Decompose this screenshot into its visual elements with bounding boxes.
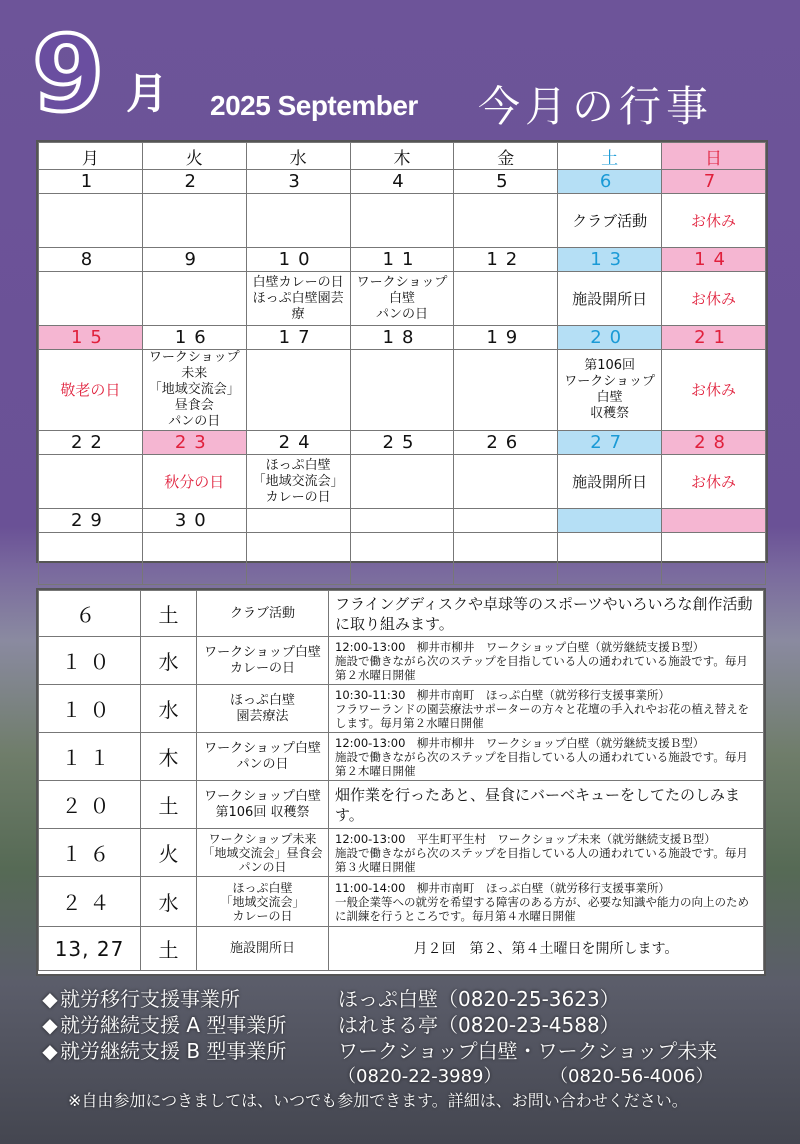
- event-details: [36, 588, 766, 976]
- event-cell: [39, 194, 143, 248]
- day-cell: [558, 509, 662, 533]
- detail-row: [39, 781, 764, 829]
- event-cell: [39, 455, 143, 509]
- detail-row: [39, 829, 764, 877]
- detail-weekday: 土: [141, 927, 197, 971]
- event-cell: [350, 533, 454, 585]
- detail-date: ２０: [39, 781, 141, 829]
- detail-weekday: 火: [141, 829, 197, 877]
- event-cell: [142, 272, 246, 326]
- event-cell: クラブ活動: [558, 194, 662, 248]
- facility-type: [40, 986, 240, 1012]
- day-cell: 29: [39, 509, 143, 533]
- day-cell: 28: [662, 431, 766, 455]
- day-cell: 23: [142, 431, 246, 455]
- week-2-days: [39, 248, 766, 272]
- week-4-days: [39, 431, 766, 455]
- facility-type-label: 就労継続支援 A 型事業所: [60, 1013, 287, 1037]
- event-cell: [454, 350, 558, 431]
- detail-title: ワークショップ未来 「地域交流会」昼食会 パンの日: [197, 829, 329, 877]
- event-cell: [142, 194, 246, 248]
- month-number: 9: [32, 13, 105, 135]
- week-1-days: [39, 170, 766, 194]
- day-cell: [662, 509, 766, 533]
- day-cell: [246, 509, 350, 533]
- event-cell: ほっぷ白壁 「地域交流会」 カレーの日: [246, 455, 350, 509]
- event-cell: 第106回 ワークショップ白壁 収穫祭: [558, 350, 662, 431]
- diamond-icon: ◆: [42, 1039, 58, 1063]
- event-cell: [558, 533, 662, 585]
- day-cell: 11: [350, 248, 454, 272]
- facility-type-label: 就労移行支援事業所: [60, 987, 240, 1011]
- day-cell: 10: [246, 248, 350, 272]
- english-month: 2025 September: [210, 90, 418, 121]
- day-cell: 8: [39, 248, 143, 272]
- page-header: [0, 0, 800, 140]
- detail-date: １６: [39, 829, 141, 877]
- detail-title: 施設開所日: [197, 927, 329, 971]
- day-cell: 3: [246, 170, 350, 194]
- day-cell: 14: [662, 248, 766, 272]
- event-cell: 施設開所日: [558, 272, 662, 326]
- detail-title: ワークショップ白壁 カレーの日: [197, 637, 329, 685]
- detail-description: 12:00-13:00 柳井市柳井 ワークショップ白壁（就労継続支援Ｂ型） 施設で働きながら次のステップを目指している人の通われている施設です。毎月第２木曜日開催: [329, 733, 764, 781]
- detail-row: [39, 591, 764, 637]
- detail-date: １０: [39, 685, 141, 733]
- event-cell: 秋分の日: [142, 455, 246, 509]
- event-cell: [246, 533, 350, 585]
- facility-type-label: 就労継続支援 B 型事業所: [60, 1039, 287, 1063]
- week-5-events: [39, 533, 766, 585]
- day-cell: 7: [662, 170, 766, 194]
- detail-weekday: 水: [141, 877, 197, 927]
- day-cell: 18: [350, 326, 454, 350]
- day-cell: 26: [454, 431, 558, 455]
- detail-weekday: 土: [141, 591, 197, 637]
- detail-description: 月２回 第２、第４土曜日を開所します。: [329, 927, 764, 971]
- footer-row: [40, 1038, 780, 1064]
- facility-name: ほっぷ白壁（0820-25-3623）: [338, 987, 620, 1011]
- week-5-days: [39, 509, 766, 533]
- detail-date: 13, 27: [39, 927, 141, 971]
- day-cell: [350, 509, 454, 533]
- detail-description-text: フライングディスクや卓球等のスポーツやいろいろな創作活動に取り組みます。: [335, 594, 753, 633]
- event-cell: お休み: [662, 272, 766, 326]
- event-cell: [350, 194, 454, 248]
- detail-weekday: 水: [141, 685, 197, 733]
- detail-weekday: 土: [141, 781, 197, 829]
- facility-name: ワークショップ白壁・ワークショップ未来: [338, 1039, 718, 1063]
- phone-numbers: [40, 1064, 780, 1088]
- day-cell: 27: [558, 431, 662, 455]
- day-cell: 2: [142, 170, 246, 194]
- week-2-events: [39, 272, 766, 326]
- detail-description: 12:00-13:00 柳井市柳井 ワークショップ白壁（就労継続支援Ｂ型） 施設で働きながら次のステップを目指している人の通われている施設です。毎月第２水曜日開催: [329, 637, 764, 685]
- detail-row: [39, 637, 764, 685]
- detail-date: １０: [39, 637, 141, 685]
- detail-description-text: 畑作業を行ったあと、昼食にバーベキューをしてたのしみます。: [335, 785, 741, 824]
- detail-row: [39, 733, 764, 781]
- detail-description: [329, 781, 764, 829]
- day-cell: 17: [246, 326, 350, 350]
- event-details-table: [38, 590, 764, 971]
- detail-row: [39, 877, 764, 927]
- facility-type: [40, 1012, 286, 1038]
- weekday-tue: 火: [142, 143, 246, 170]
- day-cell: 1: [39, 170, 143, 194]
- week-1-events: [39, 194, 766, 248]
- detail-title: ほっぷ白壁 園芸療法: [197, 685, 329, 733]
- event-cell: [454, 272, 558, 326]
- detail-row: [39, 685, 764, 733]
- event-cell: [39, 272, 143, 326]
- phone-workshop-shirakabe: （0820-22-3989）: [338, 1066, 502, 1087]
- event-cell: 白壁カレーの日 ほっぷ白壁園芸療: [246, 272, 350, 326]
- detail-title: ほっぷ白壁 「地域交流会」 カレーの日: [197, 877, 329, 927]
- detail-weekday: 水: [141, 637, 197, 685]
- weekday-sat: 土: [558, 143, 662, 170]
- event-cell: [142, 533, 246, 585]
- month-suffix: 月: [126, 69, 169, 118]
- detail-description: 12:00-13:00 平生町平生村 ワークショップ未来（就労継続支援Ｂ型） 施設で働きながら次のステップを目指している人の通われている施設です。毎月第３火曜日開催: [329, 829, 764, 877]
- detail-title: クラブ活動: [197, 591, 329, 637]
- calendar-table: [38, 142, 766, 585]
- event-cell: [662, 533, 766, 585]
- day-cell: 30: [142, 509, 246, 533]
- footer-row: [40, 1012, 780, 1038]
- day-cell: 25: [350, 431, 454, 455]
- day-cell: 5: [454, 170, 558, 194]
- facility-name: はれまる亭（0820-23-4588）: [338, 1013, 620, 1037]
- detail-title: ワークショップ白壁 第106回 収穫祭: [197, 781, 329, 829]
- detail-date: １１: [39, 733, 141, 781]
- day-cell: 21: [662, 326, 766, 350]
- footer: [40, 986, 780, 1114]
- detail-date: ６: [39, 591, 141, 637]
- calendar: [36, 140, 768, 563]
- event-cell: 施設開所日: [558, 455, 662, 509]
- event-cell: [39, 533, 143, 585]
- event-cell: [246, 194, 350, 248]
- detail-weekday: 木: [141, 733, 197, 781]
- weekday-fri: 金: [454, 143, 558, 170]
- facility-type: [40, 1038, 286, 1064]
- event-cell: [454, 194, 558, 248]
- event-cell: お休み: [662, 455, 766, 509]
- detail-description: 11:00-14:00 柳井市南町 ほっぷ白壁（就労移行支援事業所） 一般企業等への就労を希望する障害のある方が、必要な知識や能力の向上のために訓練を行うところです。毎月第４水曜日開催: [329, 877, 764, 927]
- event-cell: [454, 533, 558, 585]
- week-3-days: [39, 326, 766, 350]
- event-cell: 敬老の日: [39, 350, 143, 431]
- weekday-mon: 月: [39, 143, 143, 170]
- weekday-thu: 木: [350, 143, 454, 170]
- weekday-header-row: [39, 143, 766, 170]
- event-cell: お休み: [662, 350, 766, 431]
- day-cell: 24: [246, 431, 350, 455]
- event-cell: ワークショップ白壁 パンの日: [350, 272, 454, 326]
- event-cell: [454, 455, 558, 509]
- detail-description: 10:30-11:30 柳井市南町 ほっぷ白壁（就労移行支援事業所） フラワーランドの園芸療法サポーターの方々と花壇の手入れやお花の植え替えをします。毎月第２水曜日開催: [329, 685, 764, 733]
- day-cell: 9: [142, 248, 246, 272]
- day-cell: 16: [142, 326, 246, 350]
- day-cell: [454, 509, 558, 533]
- week-3-events: [39, 350, 766, 431]
- detail-row: [39, 927, 764, 971]
- footer-note: ※自由参加につきましては、いつでも参加できます。詳細は、お問い合わせください。: [68, 1091, 688, 1110]
- event-cell: [246, 350, 350, 431]
- weekday-sun: 日: [662, 143, 766, 170]
- page-title: 今月の行事: [478, 82, 714, 131]
- day-cell: 19: [454, 326, 558, 350]
- day-cell: 4: [350, 170, 454, 194]
- event-cell: お休み: [662, 194, 766, 248]
- week-4-events: [39, 455, 766, 509]
- detail-title: ワークショップ白壁 パンの日: [197, 733, 329, 781]
- weekday-wed: 水: [246, 143, 350, 170]
- detail-date: ２４: [39, 877, 141, 927]
- phone-workshop-mirai: （0820-56-4006）: [550, 1066, 714, 1087]
- day-cell: 15: [39, 326, 143, 350]
- day-cell: 12: [454, 248, 558, 272]
- diamond-icon: ◆: [42, 1013, 58, 1037]
- diamond-icon: ◆: [42, 987, 58, 1011]
- day-cell: 22: [39, 431, 143, 455]
- event-cell: [350, 455, 454, 509]
- day-cell: 20: [558, 326, 662, 350]
- footer-row: [40, 986, 780, 1012]
- detail-description: [329, 591, 764, 637]
- day-cell: 13: [558, 248, 662, 272]
- event-cell: ワークショップ未来 「地域交流会」昼食会 パンの日: [142, 350, 246, 431]
- event-cell: [350, 350, 454, 431]
- day-cell: 6: [558, 170, 662, 194]
